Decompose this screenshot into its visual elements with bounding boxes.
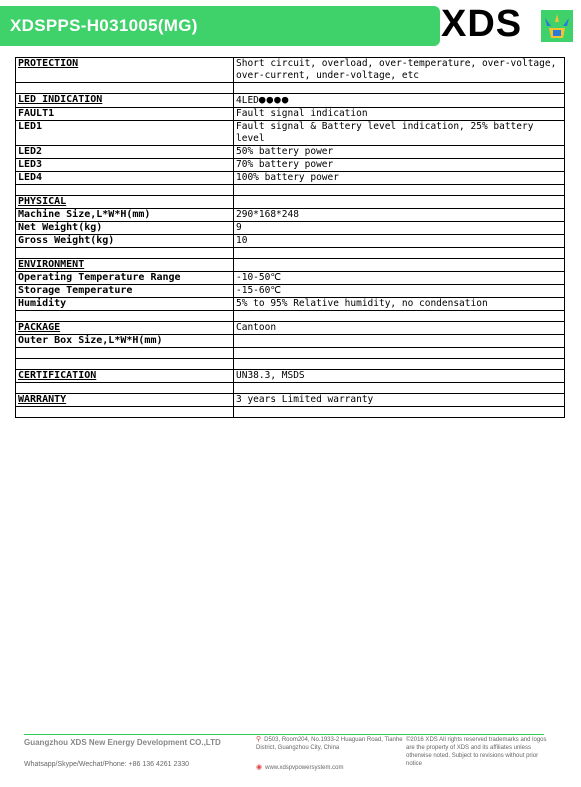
spec-label: LED2 [16,146,234,159]
spec-label: PACKAGE [16,322,234,335]
spec-value [234,285,565,298]
table-row [16,159,565,172]
spec-value [234,259,565,272]
spec-value-text: -15-60℃ [236,285,281,296]
spec-value [234,121,565,146]
spec-value [234,235,565,248]
location-pin-icon: ⚲ [256,736,262,743]
spec-label: LED3 [16,159,234,172]
spec-table [15,57,565,418]
spec-value-text: -10-50℃ [236,272,281,283]
spec-value [234,146,565,159]
table-row [16,383,565,394]
spec-value [234,248,565,259]
table-row [16,172,565,185]
spec-label: PROTECTION [16,58,234,83]
table-row [16,285,565,298]
spec-value [234,311,565,322]
spec-value [234,407,565,418]
spec-value-text: 3 years Limited warranty [236,394,374,405]
spec-value-text: 50% battery power [236,146,334,157]
table-row [16,348,565,359]
spec-label [16,383,234,394]
table-row [16,272,565,285]
footer-address-text: D503, Room204, No.1933-2 Huaguan Road, Tianhe District, Guangzhou City, China [256,737,403,751]
spec-label: ENVIRONMENT [16,259,234,272]
spec-value-text: Short circuit, overload, over-temperature, over-voltage, over-current, under-voltage, etc [236,58,557,81]
spec-value [234,335,565,348]
spec-value [234,108,565,121]
spec-value [234,359,565,370]
spec-label: FAULT1 [16,108,234,121]
brand-logo-text: XDS [441,3,523,45]
spec-value-text: 5% to 95% Relative humidity, no condensation [236,298,488,309]
table-row [16,248,565,259]
spec-value [234,94,565,108]
table-row [16,370,565,383]
spec-label: Net Weight(kg) [16,222,234,235]
table-row [16,222,565,235]
table-row [16,146,565,159]
table-row [16,298,565,311]
footer-divider [24,734,544,735]
table-row [16,83,565,94]
table-row [16,235,565,248]
spec-value [234,196,565,209]
table-row [16,196,565,209]
spec-value [234,370,565,383]
globe-icon: ◉ [256,764,263,771]
spec-value-text: 290*168*248 [236,209,299,220]
footer-website[interactable] [256,763,343,771]
spec-value [234,322,565,335]
spec-label [16,83,234,94]
table-row [16,185,565,196]
spec-value [234,383,565,394]
spec-label: Storage Temperature [16,285,234,298]
document-title: XDSPPS-H031005(MG) [10,16,198,35]
spec-label [16,311,234,322]
table-row [16,394,565,407]
spec-label: PHYSICAL [16,196,234,209]
spec-label: WARRANTY [16,394,234,407]
footer-copyright: ©2016 XDS All rights reserved trademarks and logos are the property of XDS and its affiliates unless otherwise noted. Subject to revisions without prior notice [406,737,547,767]
spec-value [234,209,565,222]
spec-label [16,248,234,259]
spec-label [16,359,234,370]
spec-label [16,407,234,418]
spec-value [234,272,565,285]
spec-label: LED4 [16,172,234,185]
spec-value [234,159,565,172]
table-row [16,121,565,146]
footer-contact: Whatsapp/Skype/Wechat/Phone: +86 136 4261 2330 [24,761,190,768]
spec-value-text: 10 [236,235,248,246]
table-row [16,94,565,108]
spec-value [234,172,565,185]
spec-label: Humidity [16,298,234,311]
spec-value [234,394,565,407]
table-row [16,311,565,322]
table-row [16,58,565,83]
spec-label: Gross Weight(kg) [16,235,234,248]
spec-value [234,185,565,196]
spec-value-text: Fault signal indication [236,108,368,119]
spec-label [16,185,234,196]
spec-label [16,348,234,359]
spec-value-text: Fault signal & Battery level indication, 25% battery level [236,121,534,144]
spec-value-text: 100% battery power [236,172,339,183]
spec-value [234,58,565,83]
spec-value-text: 70% battery power [236,159,334,170]
spec-label: Outer Box Size,L*W*H(mm) [16,335,234,348]
spec-value-text: Cantoon [236,322,277,333]
footer-address [256,736,406,752]
table-row [16,209,565,222]
table-row [16,359,565,370]
spec-label: Machine Size,L*W*H(mm) [16,209,234,222]
spec-label: CERTIFICATION [16,370,234,383]
spec-value-text: UN38.3, MSDS [236,370,305,381]
table-row [16,407,565,418]
led-dots-icon: ●●●● [258,93,290,106]
spec-value-text: 4LED [236,95,259,106]
spec-value [234,222,565,235]
table-row [16,322,565,335]
table-row [16,259,565,272]
spec-value [234,348,565,359]
brand-logo-icon [541,10,573,42]
table-row [16,335,565,348]
spec-label: Operating Temperature Range [16,272,234,285]
spec-label: LED INDICATION [16,94,234,108]
spec-label: LED1 [16,121,234,146]
spec-value-text: 9 [236,222,242,233]
table-row [16,108,565,121]
spec-value [234,298,565,311]
spec-value [234,83,565,94]
footer-website-text: www.xdspvpowersystem.com [265,765,344,771]
footer-company: Guangzhou XDS New Energy Development CO.,LTD [24,738,221,747]
